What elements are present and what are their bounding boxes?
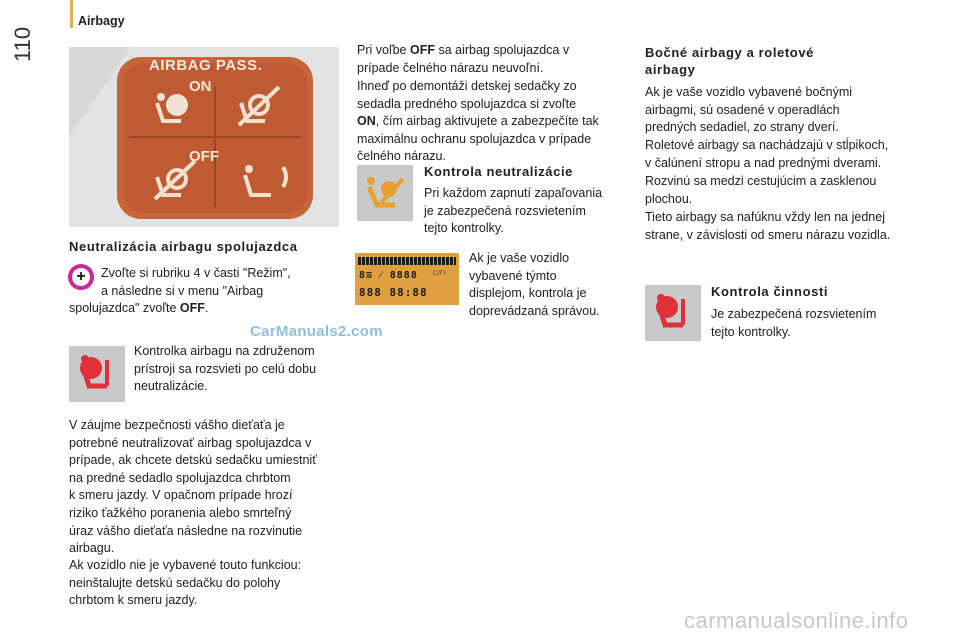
watermark-bottom: carmanualsonline.info <box>684 608 909 633</box>
panel-on-label: ON <box>189 78 212 95</box>
panel-title: AIRBAG PASS. <box>149 57 263 74</box>
side-p2-line-2: v čalúnení stropu a nad prednými dverami. <box>645 155 882 170</box>
display-text: Ak je vaše vozidlo vybavené týmto displejom, kontrola je doprevádzaná správou. <box>469 251 600 318</box>
dashboard-display: 8≡ ⁄ 8888 888 88:88 CITY <box>355 253 459 305</box>
safety-line-5: k smeru jazdy. V opačnom prípade hrozí <box>69 488 293 503</box>
instr-line-1: Zvoľte si rubriku 4 v časti "Režim", <box>101 266 291 280</box>
no-function-line-1: Ak vozidlo nie je vybavené touto funkciou: <box>69 558 302 572</box>
safety-line-4: na predné sedadlo spolujazdca chrbtom <box>69 470 291 485</box>
safety-line-1: V záujme bezpečnosti vášho dieťaťa je <box>69 418 285 432</box>
neutralization-heading: Kontrola neutralizácie <box>424 164 574 179</box>
side-p4-line-2: strane, v závislosti od smeru nárazu vozidla. <box>645 227 891 242</box>
airbag-panel-illustration <box>69 47 339 227</box>
side-p2-line-1: Roletové airbagy sa nachádzajú v stĺpikoch, <box>645 138 889 152</box>
side-p1-line-3: predných sedadiel, zo strany dverí. <box>645 120 839 135</box>
lamp-text: Kontrolka airbagu na združenom prístroji sa rozsvieti po celú dobu neutralizácie. <box>134 344 317 394</box>
operation-check-text: Je zabezpečená rozsvietením tejto kontrolky. <box>711 307 877 339</box>
side-airbag-lamp-icon <box>645 285 701 341</box>
no-function-line-3: chrbtom k smeru jazdy. <box>69 593 198 608</box>
page-number: 110 <box>10 26 35 62</box>
side-p1-line-2: airbagmi, sú osadené v operadlách <box>645 102 840 117</box>
instr-line-3: spolujazdca" zvoľte OFF. <box>69 301 209 316</box>
safety-line-7: úraz vášho dieťaťa následne na rozvinutie <box>69 523 303 538</box>
airbag-pass-panel <box>69 47 339 227</box>
on-paragraph: Ihneď po demontáži detskej sedačky zo sedadla predného spolujazdca si zvoľte ON, čím airbag aktivujete a zabezpečíte tak maximálnu ochranu spolujazdca v prípade čelného nárazu. <box>357 79 599 164</box>
watermark-center: CarManuals2.com <box>250 323 383 340</box>
side-airbags-para-2 <box>645 137 935 172</box>
side-p3-line-2: plochou. <box>645 191 693 206</box>
neutralization-text: Pri každom zapnutí zapaľovania je zabezpečená rozsvietením tejto kontrolky. <box>424 186 603 236</box>
instr-line-2: a následne si v menu "Airbag <box>101 283 264 298</box>
plus-icon: + <box>68 264 94 290</box>
side-airbags-para-3 <box>645 173 935 208</box>
safety-paragraph <box>69 417 354 558</box>
side-p1-line-1: Ak je vaše vozidlo vybavené bočnými <box>645 85 853 99</box>
side-airbags-heading: Bočné airbagy a roletové airbagy <box>645 45 815 77</box>
side-airbags-para-4 <box>645 209 935 244</box>
no-function-paragraph <box>69 557 354 610</box>
no-function-line-2: neinštalujte detskú sedačku do polohy <box>69 575 281 590</box>
side-p3-line-1: Rozvinú sa medzi cestujúcim a zasklenou <box>645 174 877 188</box>
safety-line-2: potrebné neutralizovať airbag spolujazdca v <box>69 435 312 450</box>
section-title: Airbagy <box>78 14 125 28</box>
side-p4-line-1: Tieto airbagy sa nafúknu vždy len na jednej <box>645 210 885 224</box>
display-city-label: CITY <box>433 271 447 277</box>
airbag-warning-lamp-icon <box>69 346 125 402</box>
operation-check-heading: Kontrola činnosti <box>711 284 829 299</box>
header-accent-bar <box>70 0 73 28</box>
safety-line-3: prípade, ak chcete detskú sedačku umiestniť <box>69 453 317 468</box>
left-heading: Neutralizácia airbagu spolujazdca <box>69 239 298 254</box>
off-paragraph: Pri voľbe OFF sa airbag spolujazdca v prípade čelného nárazu neuvoľní. <box>357 43 570 75</box>
instruction-text <box>69 265 339 318</box>
safety-line-8: airbagu. <box>69 541 115 556</box>
side-airbags-para-1 <box>645 84 935 137</box>
airbag-off-lamp-icon <box>357 165 413 221</box>
safety-line-6: riziko ťažkého poranenia alebo smrteľný <box>69 505 292 520</box>
panel-off-label: OFF <box>189 148 219 165</box>
